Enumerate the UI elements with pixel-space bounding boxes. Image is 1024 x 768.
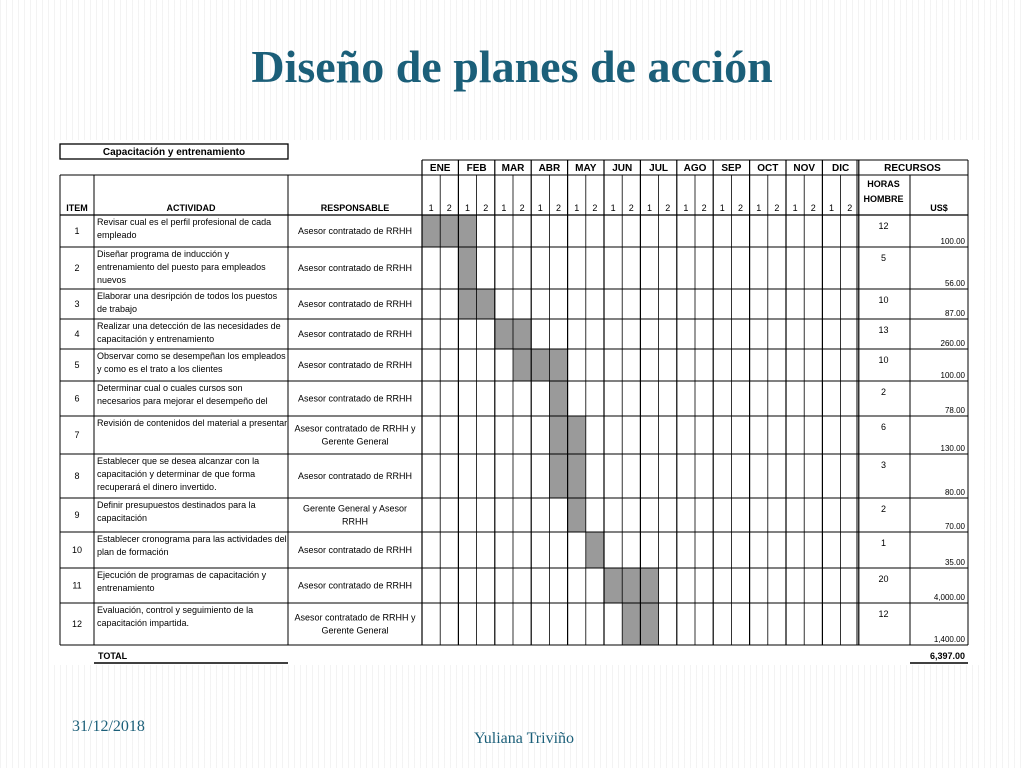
month-label-sep: SEP [721,163,742,174]
row-item-number: 7 [74,430,80,440]
gantt-bar [422,215,440,247]
row-activity-text: empleado [97,230,137,240]
row-item-number: 2 [74,263,80,273]
row-usd: 100.00 [940,371,965,380]
month-label-feb: FEB [466,163,487,174]
row-item-number: 6 [74,393,80,404]
half-label: 2 [701,203,707,213]
row-usd: 260.00 [940,339,965,348]
row-responsible-text: Asesor contratado de RRHH [297,360,413,370]
row-activity-text: Determinar cual o cuales cursos son [97,383,243,393]
row-responsible-text: Gerente General [321,436,389,447]
hours-header-line: HOMBRE [863,194,904,204]
row-activity-text: capacitación y entrenamiento [97,334,215,344]
half-label: 2 [483,203,489,213]
half-label: 1 [646,203,653,213]
resources-header: RECURSOS [884,163,941,174]
gantt-bar [604,568,622,603]
row-usd: 35.00 [944,558,965,567]
gantt-bar [568,416,586,454]
half-label: 1 [464,203,471,213]
row-activity-text: de trabajo [97,304,138,314]
row-responsible-text: Asesor contratado de RRHH [297,329,413,339]
total-label: TOTAL [98,651,128,661]
gantt-bar [549,416,567,454]
row-activity-text: Realizar una detección de las necesidades de [97,321,281,331]
total-usd: 6,397.00 [929,651,965,661]
row-activity-text: Diseñar programa de inducción y [97,249,230,259]
row-activity-text: Establecer cronograma para las actividades del [97,534,287,544]
row-hours: 12 [878,609,889,619]
row-activity-text: Ejecución de programas de capacitación y [97,570,267,580]
gantt-bar [458,215,476,247]
row-activity-text: Evaluación, control y seguimiento de la [97,605,254,615]
half-label: 2 [592,203,598,213]
half-label: 2 [774,203,780,213]
half-label: 1 [792,203,798,213]
responsible-header: RESPONSABLE [320,203,390,213]
month-label-mar: MAR [501,163,525,174]
gantt-bar [477,289,495,319]
half-label: 1 [756,203,762,213]
half-label: 1 [828,203,835,213]
row-hours: 1 [880,538,887,548]
row-activity-text: Definir presupuestos destinados para la [97,500,256,510]
gantt-bar [440,215,458,247]
row-item-number: 8 [74,471,80,481]
row-hours: 6 [880,422,887,432]
month-label-oct: OCT [757,163,779,174]
row-activity-text: Elaborar una desripción de todos los puestos [97,291,278,301]
row-usd: 1,400.00 [933,635,965,644]
month-label-nov: NOV [793,163,816,174]
row-activity-text: recuperará el dinero invertido. [97,482,217,492]
gantt-bar [458,289,476,319]
half-label: 2 [737,203,744,213]
gantt-bar [640,568,658,603]
gantt-bar [513,319,531,349]
half-label: 1 [719,203,725,213]
row-usd: 78.00 [944,406,965,415]
row-item-number: 1 [74,226,80,236]
row-item-number: 10 [71,545,83,555]
page-title: Diseño de planes de acción [251,41,773,92]
row-usd: 130.00 [940,444,965,453]
row-usd: 4,000.00 [933,593,965,602]
row-activity-text: entrenamiento del puesto para empleados [97,262,266,272]
month-label-abr: ABR [538,163,561,174]
row-activity-text: capacitación y determinar de que forma [97,469,256,479]
row-responsible-text: Asesor contratado de RRHH [297,263,413,273]
row-responsible-text: Asesor contratado de RRHH [297,393,413,404]
row-responsible-text: Asesor contratado de RRHH [297,299,413,309]
gantt-bar [531,349,549,381]
row-item-number: 12 [71,619,83,629]
row-hours: 20 [878,574,889,584]
footer-date: 31/12/2018 [72,718,145,735]
row-hours: 3 [880,460,887,470]
gantt-bar [622,568,640,603]
row-hours: 12 [878,221,889,231]
half-label: 1 [501,203,507,213]
month-label-jun: JUN [612,163,633,174]
row-hours: 2 [880,504,887,514]
half-label: 2 [665,203,671,213]
row-item-number: 4 [74,329,80,339]
item-header: ITEM [66,203,88,213]
row-responsible-text: Asesor contratado de RRHH y [294,612,416,623]
gantt-bar [549,454,567,498]
month-label-dic: DIC [831,163,850,174]
gantt-bar [586,532,604,568]
row-responsible-text: Gerente General y Asesor [302,503,408,514]
row-usd: 87.00 [944,309,965,318]
half-label: 2 [847,203,853,213]
row-item-number: 3 [74,299,80,309]
action-plan-table [52,140,982,665]
month-label-jul: JUL [649,163,669,174]
gantt-bar [640,603,658,645]
row-responsible-text: RRHH [342,516,368,527]
row-activity-text: plan de formación [97,547,169,557]
row-responsible-text: Asesor contratado de RRHH y [294,423,416,434]
half-label: 1 [537,203,543,213]
half-label: 1 [610,203,616,213]
row-activity-text: Revisión de contenidos del material a presentar [97,418,288,428]
row-usd: 70.00 [944,522,965,531]
table-caption: Capacitación y entrenamiento [102,147,246,158]
row-hours: 13 [878,325,889,335]
usd-header: US$ [930,203,948,213]
row-activity-text: necesarios para mejorar el desempeño del [97,396,268,406]
half-label: 2 [446,203,452,213]
row-activity-text: entrenamiento [97,583,155,593]
row-item-number: 5 [74,360,80,370]
hours-header-line: HORAS [867,179,900,189]
gantt-bar [549,349,567,381]
row-activity-text: Revisar cual es el perfil profesional de cada [97,217,272,227]
row-responsible-text: Gerente General [321,625,389,636]
row-usd: 80.00 [944,488,965,497]
row-hours: 10 [878,295,889,305]
row-responsible-text: Asesor contratado de RRHH [297,580,413,591]
row-usd: 56.00 [944,279,965,288]
gantt-bar [622,603,640,645]
row-item-number: 11 [72,580,82,591]
row-activity-text: capacitación impartida. [97,618,190,628]
gantt-bar [549,381,567,416]
half-label: 2 [519,203,525,213]
half-label: 1 [574,203,580,213]
row-item-number: 9 [74,510,80,520]
half-label: 2 [555,203,562,213]
row-responsible-text: Asesor contratado de RRHH [297,226,413,236]
half-label: 1 [683,203,689,213]
row-usd: 100.00 [940,237,965,246]
half-label: 2 [628,203,634,213]
row-activity-text: y como es el trato a los clientes [97,364,223,374]
row-hours: 2 [880,387,887,397]
month-label-ene: ENE [429,163,451,174]
row-activity-text: nuevos [97,275,127,285]
gantt-table-svg [52,140,982,665]
row-hours: 10 [878,355,889,365]
half-label: 2 [810,203,816,213]
gantt-bar [568,454,586,498]
row-responsible-text: Asesor contratado de RRHH [297,471,413,481]
footer-author: Yuliana Triviño [474,730,575,747]
row-activity-text: capacitación [97,513,148,523]
row-activity-text: Establecer que se desea alcanzar con la [97,456,260,466]
month-label-ago: AGO [683,163,707,174]
gantt-bar [513,349,531,381]
gantt-bar [495,319,513,349]
row-activity-text: Observar como se desempeñan los empleados [97,351,286,361]
month-label-may: MAY [575,163,597,174]
row-hours: 5 [880,253,887,263]
gantt-bar [568,498,586,532]
activity-header: ACTIVIDAD [166,203,216,213]
gantt-bar [458,247,476,289]
half-label: 1 [428,203,434,213]
row-responsible-text: Asesor contratado de RRHH [297,545,413,555]
